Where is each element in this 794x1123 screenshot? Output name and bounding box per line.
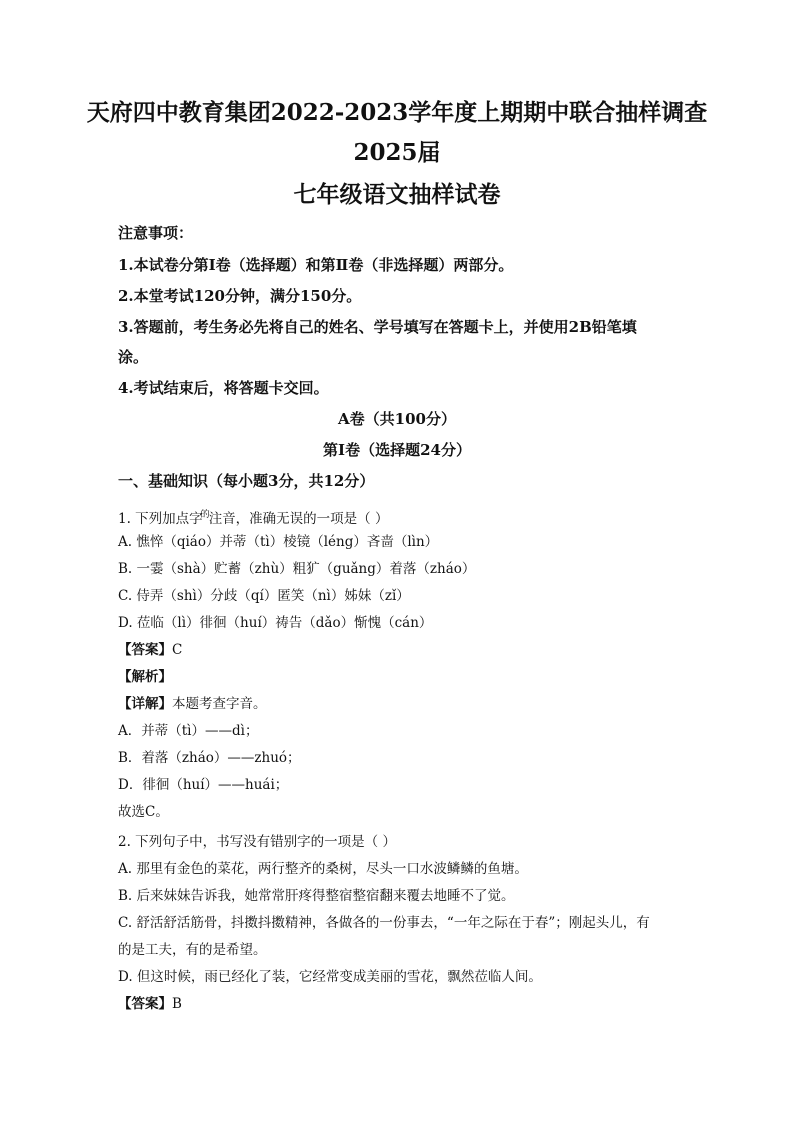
q1-detail-text: 本题考查字音。 xyxy=(172,696,267,712)
q1-detail-line-a: A．并蒂（tì）——dì； xyxy=(118,723,259,739)
q1-stem-pre: 1. 下列加点字 xyxy=(118,511,203,527)
basic-knowledge-heading: 一、基础知识（每小题3分，共12分） xyxy=(118,472,375,490)
exam-title-line1: 天府四中教育集团2022-2023学年度上期期中联合抽样调查 xyxy=(86,99,708,126)
notice-item-4: 4.考试结束后，将答题卡交回。 xyxy=(118,379,329,397)
q1-detail xyxy=(118,694,678,714)
part-one-heading: 第Ⅰ卷（选择题24分） xyxy=(323,441,471,459)
q2-stem: 2. 下列句子中，书写没有错别字的一项是（ ） xyxy=(118,834,396,850)
exam-title-line3: 七年级语文抽样试卷 xyxy=(293,181,501,208)
q1-detail-line-d: D．徘徊（huí）——huái； xyxy=(118,777,289,793)
q1-detail-line-b: B．着落（zháo）——zhuó； xyxy=(118,750,301,766)
notice-heading: 注意事项： xyxy=(118,224,194,242)
q2-option-b: B. 后来妹妹告诉我，她常常肝疼得整宿整宿翻来覆去地睡不了觉。 xyxy=(118,888,515,904)
q1-stem-mark: 的 xyxy=(200,510,210,520)
q2-answer-value: B xyxy=(172,996,182,1012)
notice-item-3-cont: 涂。 xyxy=(118,348,149,366)
notice-item-2: 2.本堂考试120分钟，满分150分。 xyxy=(118,287,362,305)
q1-option-d: D. 莅临（lì）徘徊（huí）祷告（dǎo）惭愧（cán） xyxy=(118,615,433,631)
q2-option-c-cont: 的是工夫，有的是希望。 xyxy=(118,942,267,958)
q1-conclusion: 故选C。 xyxy=(118,804,169,820)
volume-a-heading: A卷（共100分） xyxy=(338,410,456,428)
q2-answer xyxy=(118,994,678,1014)
q1-analysis xyxy=(118,667,678,687)
notice-item-3: 3.答题前，考生务必先将自己的姓名、学号填写在答题卡上，并使用2B铅笔填 xyxy=(118,318,637,336)
notice-item-1: 1.本试卷分第Ⅰ卷（选择题）和第Ⅱ卷（非选择题）两部分。 xyxy=(118,256,514,274)
q1-option-c: C. 侍弄（shì）分歧（qí）匿笑（nì）姊妹（zǐ） xyxy=(118,588,410,604)
q1-stem-post: 注音，准确无误的一项是（ ） xyxy=(208,511,389,527)
q2-option-d: D. 但这时候，雨已经化了装，它经常变成美丽的雪花，飘然莅临人间。 xyxy=(118,969,542,985)
exam-title-line2: 2025届 xyxy=(353,139,441,166)
q2-option-a: A. 那里有金色的菜花，两行整齐的桑树，尽头一口水波鳞鳞的鱼塘。 xyxy=(118,861,528,877)
q2-option-c: C. 舒活舒活筋骨，抖擞抖擞精神，各做各的一份事去，“一年之际在于春”；刚起头儿，有 xyxy=(118,915,650,931)
q1-answer xyxy=(118,640,678,660)
q1-analysis-tag: 【解析】 xyxy=(118,669,172,685)
q1-detail-tag: 【详解】 xyxy=(118,696,172,712)
q1-option-b: B. 一霎（shà）贮蓄（zhù）粗犷（guǎng）着落（zháo） xyxy=(118,561,476,577)
q1-answer-value: C xyxy=(172,642,183,658)
q1-option-a: A. 憔悴（qiáo）并蒂（tì）棱镜（léng）吝啬（lìn） xyxy=(118,534,439,550)
q1-answer-tag: 【答案】 xyxy=(118,642,172,658)
q2-answer-tag: 【答案】 xyxy=(118,996,172,1012)
q1-stem xyxy=(118,505,678,529)
